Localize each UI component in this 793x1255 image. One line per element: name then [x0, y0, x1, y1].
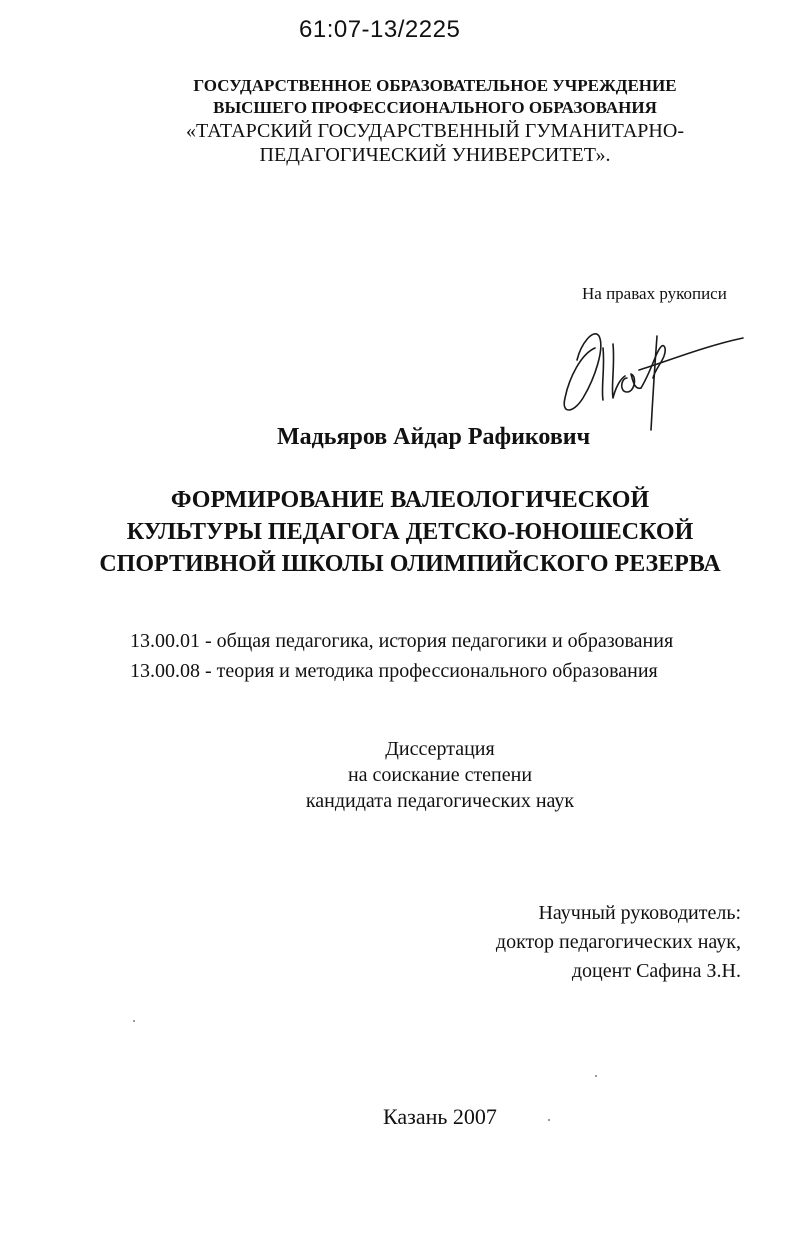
catalog-number: 61:07-13/2225: [299, 16, 461, 43]
degree-line-3: кандидата педагогических наук: [305, 790, 575, 812]
title-line-2: КУЛЬТУРЫ ПЕДАГОГА ДЕТСКО-ЮНОШЕСКОЙ: [126, 519, 694, 545]
specialty-text: - общая педагогика, история педагогики и образования: [205, 630, 674, 652]
institution-line-3: «ТАТАРСКИЙ ГОСУДАРСТВЕННЫЙ ГУМАНИТАРНО-: [186, 120, 684, 142]
title-line-3: СПОРТИВНОЙ ШКОЛЫ ОЛИМПИЙСКОГО РЕЗЕРВА: [99, 551, 721, 577]
supervisor-name: доцент Сафина З.Н.: [571, 960, 741, 982]
dissertation-title: [80, 484, 740, 580]
degree-line-2: на соискание степени: [347, 764, 533, 786]
dissertation-degree: [240, 736, 640, 814]
institution-header: [150, 75, 720, 167]
specialty-text: - теория и методика профессионального образования: [205, 660, 658, 682]
supervisor-label: Научный руководитель:: [538, 902, 741, 924]
institution-line-1: ГОСУДАРСТВЕННОЕ ОБРАЗОВАТЕЛЬНОЕ УЧРЕЖДЕНИЕ: [193, 76, 677, 95]
institution-line-2: ВЫСШЕГО ПРОФЕССИОНАЛЬНОГО ОБРАЗОВАНИЯ: [213, 98, 657, 117]
manuscript-rights: На правах рукописи: [582, 284, 727, 303]
institution-line-4: ПЕДАГОГИЧЕСКИЙ УНИВЕРСИТЕТ».: [259, 144, 611, 166]
specialty-1: [130, 630, 673, 653]
scan-speck: [133, 1020, 135, 1022]
specialty-code: 13.00.08: [130, 660, 200, 682]
author-name: Мадьяров Айдар Рафикович: [277, 424, 591, 450]
specialty-2: [130, 660, 658, 683]
degree-line-1: Диссертация: [385, 738, 495, 760]
specialty-code: 13.00.01: [130, 630, 200, 652]
handwritten-signature: [555, 318, 750, 433]
title-line-1: ФОРМИРОВАНИЕ ВАЛЕОЛОГИЧЕСКОЙ: [170, 487, 650, 513]
scan-speck: [548, 1119, 550, 1121]
supervisor-block: [496, 899, 741, 986]
supervisor-degree: доктор педагогических наук,: [495, 931, 741, 953]
place-year: Казань 2007: [383, 1104, 497, 1129]
scan-speck: [595, 1075, 597, 1077]
